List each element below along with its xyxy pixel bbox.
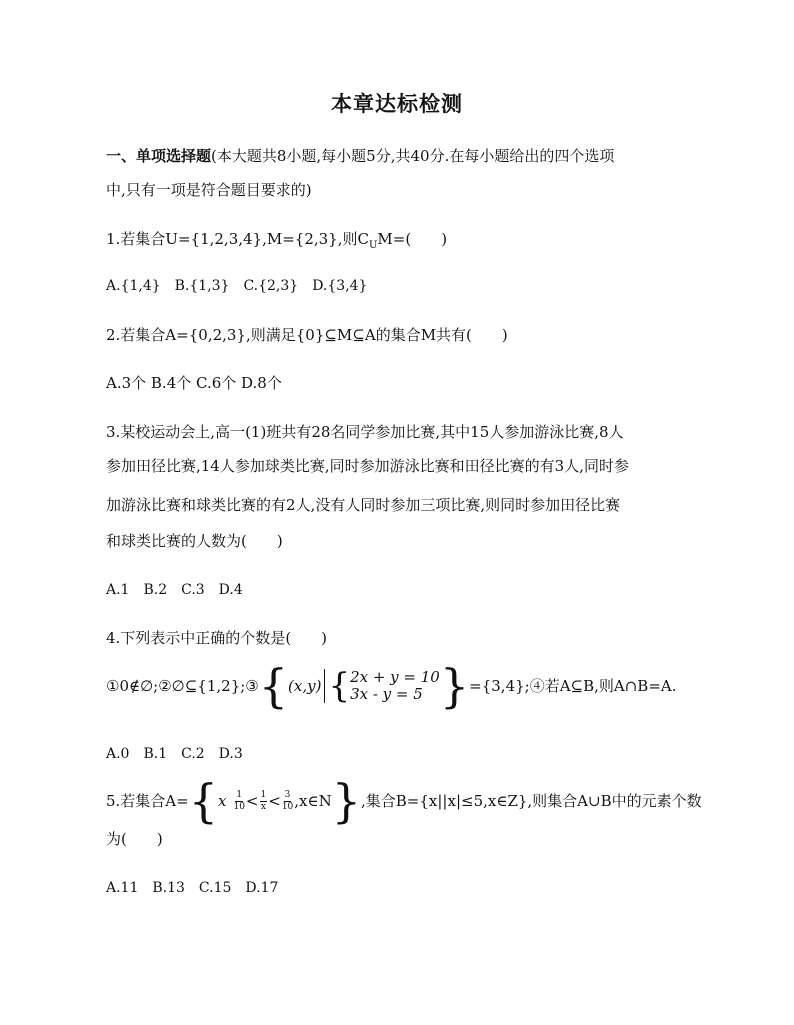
section-heading xyxy=(106,146,696,166)
section-head-label: 一、单项选择题 xyxy=(106,147,212,165)
q3-options: A.1 B.2 C.3 D.4 xyxy=(106,582,243,598)
q4-item1: ①0∉∅;②∅⊆{1,2};③ xyxy=(106,677,259,695)
page-title: 本章达标检测 xyxy=(331,92,463,116)
q4-item3-rhs: ={3,4};④若A⊆B,则A∩B=A. xyxy=(469,677,677,695)
q3-line-3: 加游泳比赛和球类比赛的有2人,没有人同时参加三项比赛,则同时参加田径比赛 xyxy=(106,496,621,514)
section-desc-1: (本大题共8小题,每小题5分,共40分.在每小题给出的四个选项 xyxy=(211,147,615,165)
q4-set-var: (x,y) xyxy=(288,677,322,695)
q5-prefix: 5.若集合A= xyxy=(106,792,189,810)
q5-rest: ,集合B={x||x|≤5,x∈Z},则集合A∪B中的元素个数 xyxy=(361,792,702,810)
q4-items xyxy=(106,659,696,713)
q5-fraction-2 xyxy=(260,790,268,813)
question-1 xyxy=(106,229,696,256)
q1-subscript: U xyxy=(368,240,378,251)
q5-f2-den: x xyxy=(260,801,266,812)
q5-fraction-1 xyxy=(233,790,244,813)
question-5 xyxy=(106,774,702,828)
q1-options: A.{1,4} B.{1,3} C.{2,3} D.{3,4} xyxy=(106,278,368,294)
q5-lt-1: < xyxy=(245,792,259,810)
q5-f3-den: 10 xyxy=(281,801,294,812)
q4-options: A.0 B.1 C.2 D.3 xyxy=(106,746,243,762)
q5-f1-num: 1 xyxy=(236,789,243,800)
q5-f2-num: 1 xyxy=(260,789,267,800)
q5-f1-den: 10 xyxy=(233,801,245,812)
q4-set-bar xyxy=(324,669,325,703)
q3-line-4: 和球类比赛的人数为( ) xyxy=(106,532,283,550)
section-desc-2: 中,只有一项是符合题目要求的) xyxy=(106,181,312,199)
q5-options: A.11 B.13 C.15 D.17 xyxy=(106,880,279,896)
q4-brace-close-icon: } xyxy=(439,659,470,713)
q1-text-b: M=( ) xyxy=(377,230,448,248)
q5-lt-2: < xyxy=(268,792,281,810)
q4-system xyxy=(350,669,440,703)
question-4: 4.下列表示中正确的个数是( ) xyxy=(106,629,328,647)
q4-eq1: 2x + y = 10 xyxy=(350,668,440,686)
q4-system-brace-icon: { xyxy=(328,666,351,706)
q5-brace-open-icon: { xyxy=(188,774,218,828)
q5-var: x xyxy=(218,792,227,810)
q5-tail-cond: ,x∈N xyxy=(294,792,332,810)
q5-fraction-3 xyxy=(282,790,293,813)
q3-line-2: 参加田径比赛,14人参加球类比赛,同时参加游泳比赛和田径比赛的有3人,同时参 xyxy=(106,457,629,475)
q2-options: A.3个 B.4个 C.6个 D.8个 xyxy=(106,374,282,392)
q3-line-1: 3.某校运动会上,高一(1)班共有28名同学参加比赛,其中15人参加游泳比赛,8人 xyxy=(106,423,624,441)
q5-f3-num: 3 xyxy=(284,789,291,800)
q1-text-a: 1.若集合U={1,2,3,4},M={2,3},则C xyxy=(106,230,369,248)
q4-brace-open-icon: { xyxy=(258,659,289,713)
question-2: 2.若集合A={0,2,3},则满足{0}⊆M⊆A的集合M共有( ) xyxy=(106,326,508,344)
q5-brace-close-icon: } xyxy=(331,774,362,828)
q4-eq2: 3x - y = 5 xyxy=(350,685,423,703)
q5-line-2: 为( ) xyxy=(106,830,163,848)
